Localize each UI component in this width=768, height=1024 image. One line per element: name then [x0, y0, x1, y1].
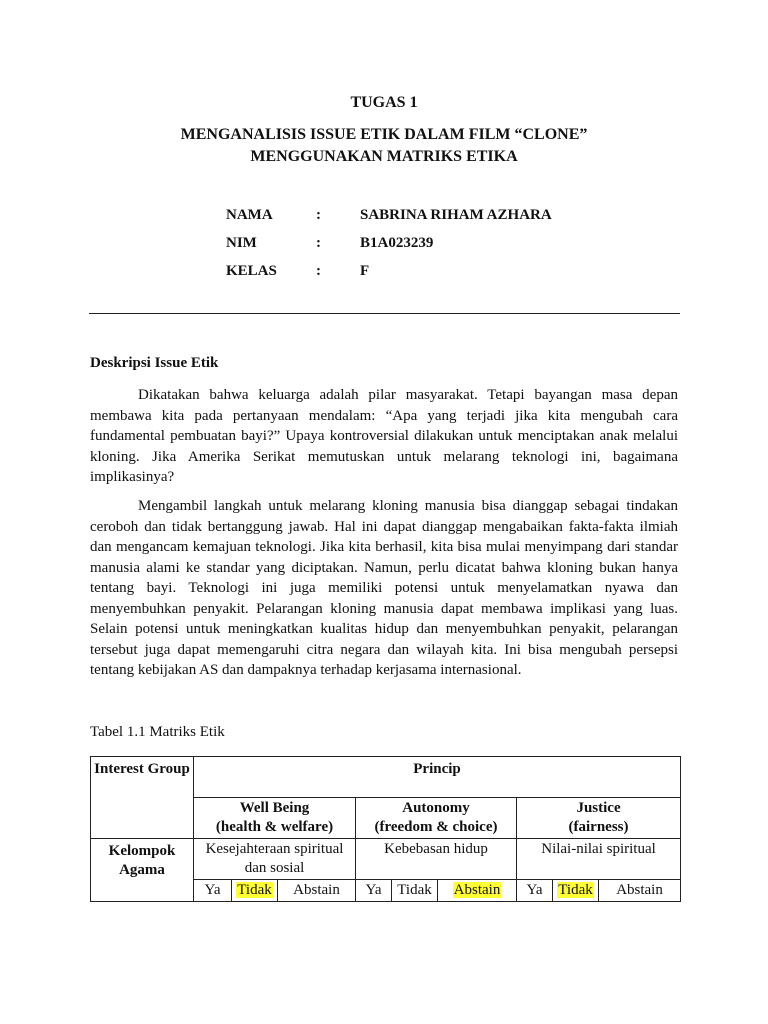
well-being-value: Kesejahteraan spiritual dan sosial: [194, 839, 356, 880]
option-tidak-well-being: [232, 880, 278, 902]
info-value: B1A023239: [360, 235, 434, 251]
option-abstain-autonomy: [438, 880, 517, 902]
page-title: TUGAS 1: [350, 94, 418, 111]
info-separator: :: [316, 235, 321, 251]
info-separator: :: [316, 207, 321, 223]
principle-justice-header: [517, 798, 681, 839]
option-ya-justice: [517, 880, 553, 902]
info-label: KELAS: [226, 263, 277, 279]
option-label: Ya: [204, 882, 221, 898]
info-label: NIM: [226, 235, 257, 251]
option-label: Abstain: [616, 882, 663, 898]
autonomy-value: Kebebasan hidup: [356, 839, 517, 880]
option-label: Abstain: [293, 882, 340, 898]
paragraph-1: Dikatakan bahwa keluarga adalah pilar masyarakat. Tetapi bayangan masa depan membawa kita pada pertanyaan mendalam: “Apa yang terjadi jika kita mengubah cara fundamental pembuatan bayi?” Upaya kontroversial dilakukan untuk menciptakan anak melalui kloning. Jika Amerika Serikat memutuskan untuk melarang teknologi ini, bagaimana implikasinya?: [90, 387, 678, 485]
principle-well-being-header: [194, 798, 356, 839]
princip-header: Princip: [194, 757, 681, 798]
document-subtitle-line-1: MENGANALISIS ISSUE ETIK DALAM FILM “CLONE”: [180, 126, 588, 143]
table-row: [91, 839, 681, 880]
principle-name: Well Being: [239, 800, 310, 816]
info-separator: :: [316, 263, 321, 279]
justice-value: Nilai-nilai spiritual: [517, 839, 681, 880]
option-ya-well-being: [194, 880, 232, 902]
principle-sub: (fairness): [568, 819, 629, 835]
table-caption: Tabel 1.1 Matriks Etik: [90, 724, 225, 740]
principle-name: Justice: [576, 800, 621, 816]
option-label: Ya: [365, 882, 382, 898]
option-label-highlighted: Tidak: [237, 882, 272, 898]
principle-autonomy-header: [356, 798, 517, 839]
option-label: Ya: [526, 882, 543, 898]
horizontal-divider: [89, 313, 680, 314]
option-label: Tidak: [397, 882, 432, 898]
option-abstain-justice: [599, 880, 681, 902]
option-tidak-autonomy: [392, 880, 438, 902]
group-kelompok-agama: Kelompok Agama: [91, 839, 194, 902]
option-tidak-justice: [553, 880, 599, 902]
table-header-row: [91, 757, 681, 798]
option-label-highlighted: Tidak: [558, 882, 593, 898]
info-value: SABRINA RIHAM AZHARA: [360, 207, 552, 223]
option-abstain-well-being: [278, 880, 356, 902]
section-heading: Deskripsi Issue Etik: [90, 355, 219, 371]
info-label: NAMA: [226, 207, 273, 223]
principle-sub: (health & welfare): [215, 819, 334, 835]
ethics-matrix-table: [90, 756, 681, 902]
info-value: F: [360, 263, 370, 279]
interest-group-header: Interest Group: [91, 757, 194, 839]
document-subtitle-line-2: MENGGUNAKAN MATRIKS ETIKA: [250, 148, 518, 165]
option-label-highlighted: Abstain: [453, 882, 501, 898]
option-ya-autonomy: [356, 880, 392, 902]
principle-name: Autonomy: [402, 800, 470, 816]
paragraph-2: Mengambil langkah untuk melarang kloning manusia bisa dianggap sebagai tindakan ceroboh dan tidak bertanggung jawab. Hal ini dapat dianggap mengabaikan fakta-fakta ilmiah dan mengancam kemajuan teknologi. Jika kita berhasil, kita bisa mulai menyimpang dari standar manusia alami ke standar yang diciptakan. Namun, perlu dicatat bahwa kloning bukan hanya tentang bayi. Teknologi ini juga memiliki potensi untuk menyelamatkan nyawa dan menyembuhkan penyakit. Pelarangan kloning manusia dapat membawa implikasi yang luas. Selain potensi untuk meningkatkan kualitas hidup dan menyembuhkan penyakit, pelarangan tersebut juga dapat memengaruhi citra negara dan wilayah kita. Ini bisa mengubah persepsi tentang kebijakan AS dan dampaknya terhadap kerjasama internasional.: [90, 498, 678, 678]
principle-sub: (freedom & choice): [374, 819, 498, 835]
